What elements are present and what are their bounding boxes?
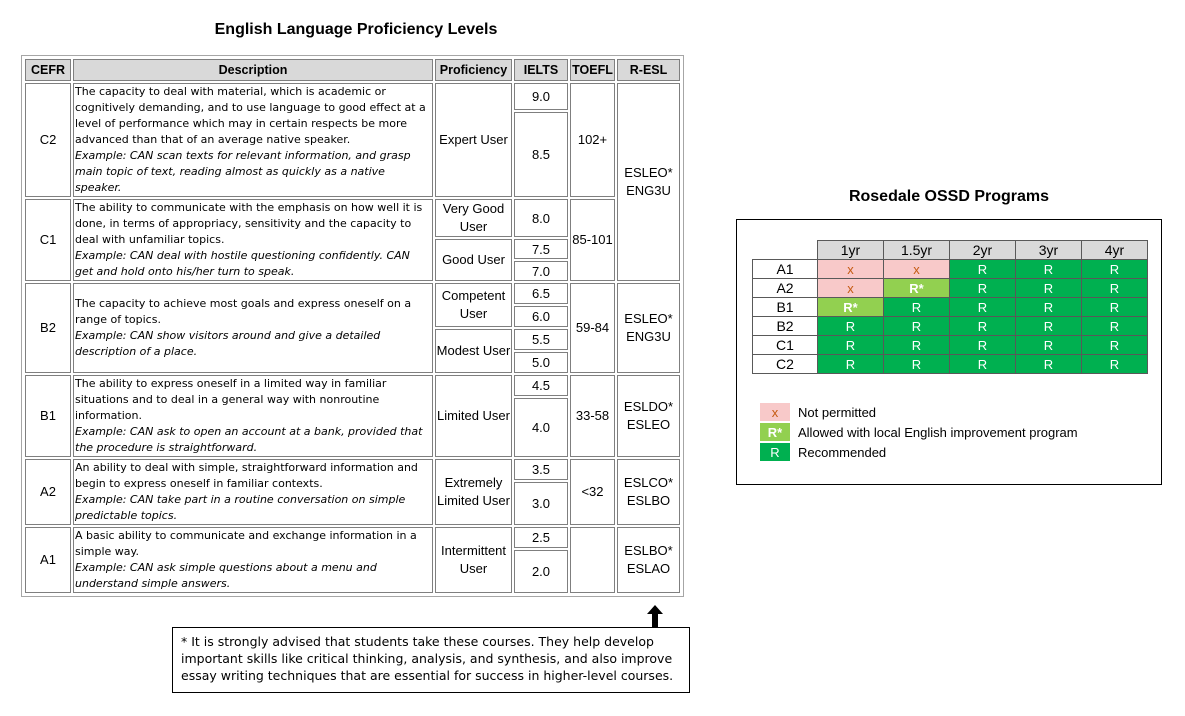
ielts-2-5: 2.5	[514, 527, 568, 548]
ielts-2-0: 2.0	[514, 550, 568, 593]
programs-row-c2	[753, 355, 1148, 374]
program-cell: R	[1016, 279, 1082, 298]
level-label: A1	[753, 260, 818, 279]
legend-not-permitted	[760, 403, 876, 421]
row-b1	[25, 375, 680, 396]
description-text: The ability to communicate with the emphasis on how well it is done, in terms of appropriacy, sensitivity and the capacity to deal with unfamiliar topics.	[75, 201, 423, 246]
programs-panel	[736, 219, 1162, 485]
header-description: Description	[73, 59, 433, 81]
program-cell: R	[1016, 355, 1082, 374]
row-a1	[25, 527, 680, 548]
program-cell: R	[1016, 336, 1082, 355]
header-resl: R-ESL	[617, 59, 680, 81]
cefr-a2: A2	[25, 459, 71, 525]
header-proficiency: Proficiency	[435, 59, 512, 81]
programs-row-b2	[753, 317, 1148, 336]
proficiency-table	[23, 57, 682, 595]
ielts-8-0: 8.0	[514, 199, 568, 237]
col-4yr: 4yr	[1082, 241, 1148, 260]
ielts-8-5: 8.5	[514, 112, 568, 197]
proficiency-competent: Competent User	[435, 283, 512, 327]
programs-grid-body	[753, 260, 1148, 374]
description-a1	[73, 527, 433, 593]
toefl-b1: 33-58	[570, 375, 615, 457]
grid-corner	[753, 241, 818, 260]
resl-a1: ESLBO* ESLAO	[617, 527, 680, 593]
description-text: An ability to deal with simple, straightforward information and begin to express oneself in familiar contexts.	[75, 461, 418, 490]
program-cell: R	[1082, 260, 1148, 279]
description-example: Example: CAN ask simple questions about a menu and understand simple answers.	[75, 561, 377, 590]
program-cell: R	[1082, 317, 1148, 336]
legend-label: Allowed with local English improvement program	[798, 424, 1078, 440]
program-cell: R	[818, 317, 884, 336]
proficiency-good: Good User	[435, 239, 512, 281]
resl-a2: ESLCO* ESLBO	[617, 459, 680, 525]
ielts-5-5: 5.5	[514, 329, 568, 350]
cefr-c2: C2	[25, 83, 71, 197]
ielts-6-5: 6.5	[514, 283, 568, 304]
program-cell: R	[1016, 317, 1082, 336]
toefl-c2: 102+	[570, 83, 615, 197]
description-text: The ability to express oneself in a limited way in familiar situations and to deal in a general way with nonroutine information.	[75, 377, 387, 422]
program-cell: x	[884, 260, 950, 279]
footnote: * It is strongly advised that students take these courses. They help develop important skills like critical thinking, analysis, and synthesis, and also improve essay writing techniques that are essential for success in higher-level courses.	[172, 627, 690, 693]
resl-b1: ESLDO* ESLEO	[617, 375, 680, 457]
programs-row-a2	[753, 279, 1148, 298]
description-example: Example: CAN deal with hostile questioning confidently. CAN get and hold onto his/her turn to speak.	[75, 249, 410, 278]
header-cefr: CEFR	[25, 59, 71, 81]
row-c2	[25, 83, 680, 110]
ielts-4-0: 4.0	[514, 398, 568, 457]
resl-c: ESLEO* ENG3U	[617, 83, 680, 281]
program-cell: R	[1082, 279, 1148, 298]
row-b2	[25, 283, 680, 304]
header-toefl: TOEFL	[570, 59, 615, 81]
ielts-3-0: 3.0	[514, 482, 568, 525]
programs-row-b1	[753, 298, 1148, 317]
row-a2	[25, 459, 680, 480]
program-cell: R	[950, 355, 1016, 374]
description-c1	[73, 199, 433, 281]
program-cell: R	[884, 317, 950, 336]
legend-label: Recommended	[798, 444, 887, 460]
legend-allowed	[760, 423, 1078, 441]
proficiency-c2: Expert User	[435, 83, 512, 197]
description-text: A basic ability to communicate and exchange information in a simple way.	[75, 529, 417, 558]
toefl-b2: 59-84	[570, 283, 615, 373]
program-cell: R*	[818, 298, 884, 317]
col-3yr: 3yr	[1016, 241, 1082, 260]
ielts-3-5: 3.5	[514, 459, 568, 480]
program-cell: x	[818, 260, 884, 279]
description-b2	[73, 283, 433, 373]
program-cell: R	[1016, 298, 1082, 317]
program-cell: R	[950, 279, 1016, 298]
program-cell: R	[818, 336, 884, 355]
program-cell: R	[884, 336, 950, 355]
program-cell: R	[950, 260, 1016, 279]
level-label: A2	[753, 279, 818, 298]
programs-grid	[752, 240, 1148, 374]
program-cell: R	[1016, 260, 1082, 279]
ielts-4-5: 4.5	[514, 375, 568, 396]
col-1-5yr: 1.5yr	[884, 241, 950, 260]
proficiency-intermittent: Intermittent User	[435, 527, 512, 593]
ielts-9-0: 9.0	[514, 83, 568, 110]
toefl-a2: <32	[570, 459, 615, 525]
cefr-c1: C1	[25, 199, 71, 281]
legend-swatch-rstar: R*	[760, 423, 790, 441]
description-text: The capacity to achieve most goals and express oneself on a range of topics.	[75, 297, 412, 326]
programs-row-c1	[753, 336, 1148, 355]
resl-b2: ESLEO* ENG3U	[617, 283, 680, 373]
description-c2	[73, 83, 433, 197]
program-cell: R	[884, 298, 950, 317]
legend-label: Not permitted	[798, 404, 877, 420]
description-example: Example: CAN take part in a routine conversation on simple predictable topics.	[75, 493, 406, 522]
legend-recommended	[760, 443, 886, 461]
header-ielts: IELTS	[514, 59, 568, 81]
ielts-7-5: 7.5	[514, 239, 568, 259]
col-1yr: 1yr	[818, 241, 884, 260]
ielts-6-0: 6.0	[514, 306, 568, 327]
programs-row-a1	[753, 260, 1148, 279]
program-cell: x	[818, 279, 884, 298]
col-2yr: 2yr	[950, 241, 1016, 260]
level-label: C2	[753, 355, 818, 374]
program-cell: R	[1082, 355, 1148, 374]
level-label: B2	[753, 317, 818, 336]
proficiency-very-good: Very Good User	[435, 199, 512, 237]
description-example: Example: CAN scan texts for relevant information, and grasp main topic of text, reading almost as quickly as a native speaker.	[75, 149, 411, 194]
cefr-b1: B1	[25, 375, 71, 457]
programs-title: Rosedale OSSD Programs	[848, 188, 1050, 205]
main-title: English Language Proficiency Levels	[214, 21, 498, 38]
program-cell: R	[818, 355, 884, 374]
ielts-5-0: 5.0	[514, 352, 568, 373]
proficiency-table-frame	[21, 55, 684, 597]
program-cell: R	[950, 317, 1016, 336]
program-cell: R	[1082, 298, 1148, 317]
cefr-a1: A1	[25, 527, 71, 593]
description-b1	[73, 375, 433, 457]
legend-swatch-r: R	[760, 443, 790, 461]
program-cell: R	[950, 336, 1016, 355]
description-example: Example: CAN show visitors around and give a detailed description of a place.	[75, 329, 381, 358]
level-label: C1	[753, 336, 818, 355]
ielts-7-0: 7.0	[514, 261, 568, 281]
description-a2	[73, 459, 433, 525]
row-c1	[25, 199, 680, 237]
program-cell: R	[884, 355, 950, 374]
legend-swatch-x: x	[760, 403, 790, 421]
description-example: Example: CAN ask to open an account at a bank, provided that the procedure is straightforward.	[75, 425, 423, 454]
program-cell: R*	[884, 279, 950, 298]
program-cell: R	[1082, 336, 1148, 355]
toefl-c1: 85-101	[570, 199, 615, 281]
proficiency-modest: Modest User	[435, 329, 512, 373]
description-text: The capacity to deal with material, which is academic or cognitively demanding, and to use language to good effect at a level of performance which may in certain respects be more advanced than that of an average native speaker.	[75, 85, 426, 146]
toefl-a1	[570, 527, 615, 593]
program-cell: R	[950, 298, 1016, 317]
proficiency-extremely-limited: Extremely Limited User	[435, 459, 512, 525]
proficiency-limited: Limited User	[435, 375, 512, 457]
programs-header-row	[753, 241, 1148, 260]
level-label: B1	[753, 298, 818, 317]
cefr-b2: B2	[25, 283, 71, 373]
header-row	[25, 59, 680, 81]
arrow-up-icon	[646, 605, 664, 627]
